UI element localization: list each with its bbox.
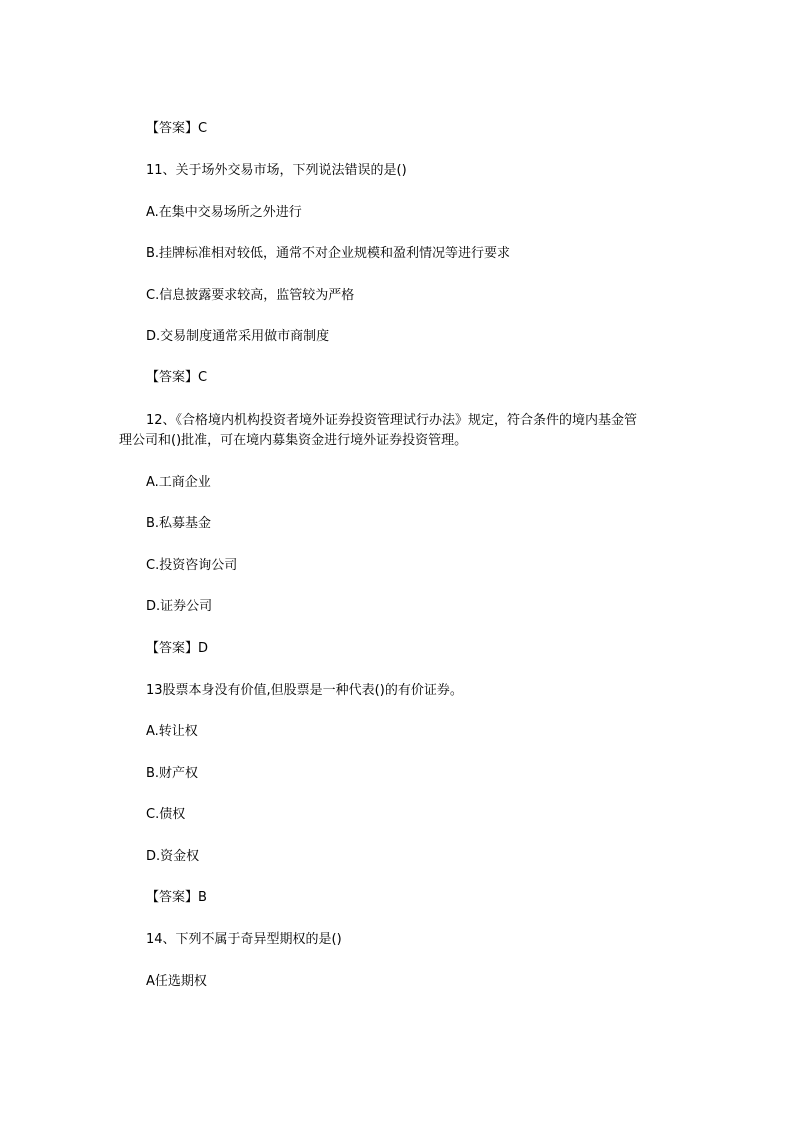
option-b: B.财产权: [146, 766, 199, 781]
option-a: A.在集中交易场所之外进行: [146, 205, 302, 220]
answer-text: 【答案】D: [146, 641, 209, 656]
option-a: A.工商企业: [146, 475, 211, 490]
question-12-line-2: 理公司和()批准，可在境内募集资金进行境外证券投资管理。: [119, 433, 468, 448]
question-13: 13股票本身没有价值,但股票是一种代表()的有价证券。: [146, 683, 463, 698]
question-14: 14、下列不属于奇异型期权的是(): [146, 932, 342, 947]
option-b: B.私募基金: [146, 516, 212, 531]
answer-text: 【答案】B: [146, 890, 207, 905]
option-c: C.信息披露要求较高，监管较为严格: [146, 288, 355, 303]
option-d: D.交易制度通常采用做市商制度: [146, 329, 330, 344]
option-a: A.转让权: [146, 724, 198, 739]
option-b: B.挂牌标准相对较低，通常不对企业规模和盈利情况等进行要求: [146, 246, 511, 261]
option-d: D.证券公司: [146, 599, 213, 614]
question-11: 11、关于场外交易市场，下列说法错误的是(): [146, 163, 407, 178]
option-a: A任选期权: [146, 974, 207, 989]
answer-text: 【答案】C: [146, 370, 208, 385]
option-c: C.投资咨询公司: [146, 558, 238, 573]
answer-text: 【答案】C: [146, 121, 208, 136]
question-12-line-1: 12、《合格境内机构投资者境外证券投资管理试行办法》规定，符合条件的境内基金管: [146, 413, 638, 428]
option-c: C.债权: [146, 807, 186, 822]
option-d: D.资金权: [146, 849, 200, 864]
